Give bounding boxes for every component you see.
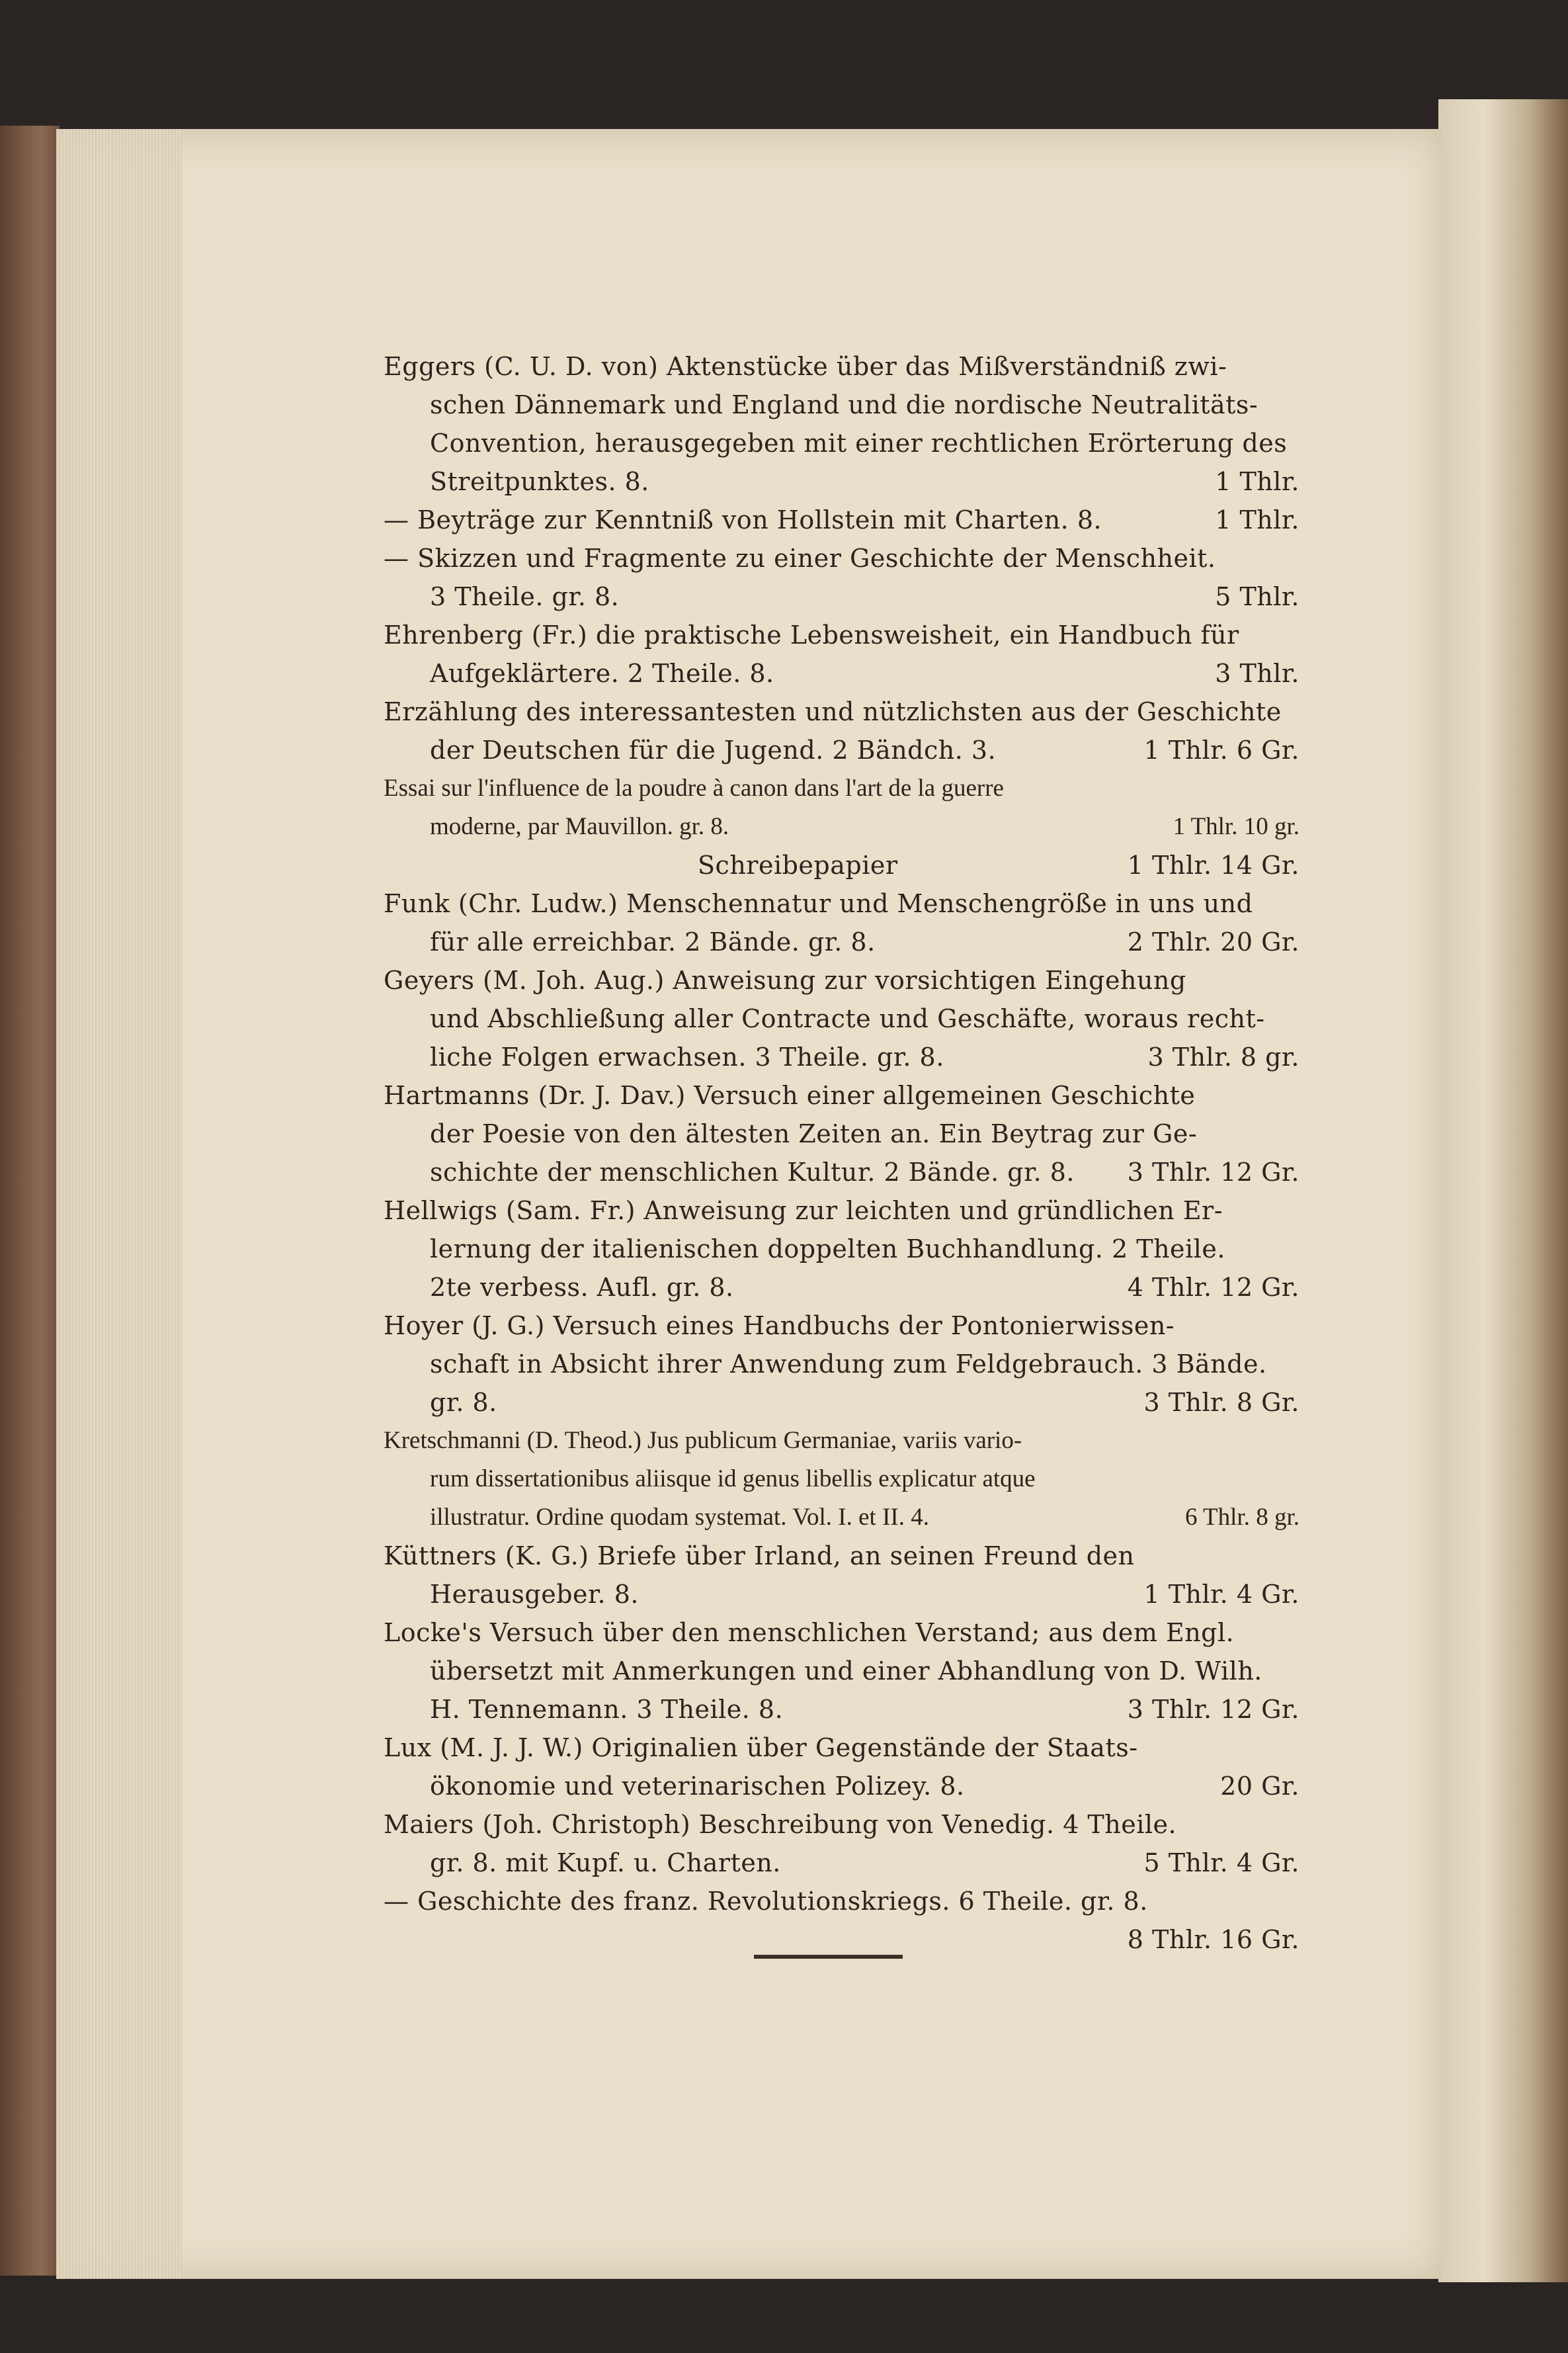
entry-text: — Skizzen und Fragmente zu einer Geschichte der Menschheit. <box>384 544 1216 573</box>
entry-line <box>384 769 1300 808</box>
entry-price: 1 Thlr. 6 Gr. <box>1143 736 1300 765</box>
entry-line <box>384 578 1300 616</box>
entry-line <box>384 693 1300 731</box>
entry-text: Hellwigs (Sam. Fr.) Anweisung zur leichten und gründlichen Er- <box>384 1196 1223 1225</box>
entry-text: Kretschmanni (D. Theod.) Jus publicum Germaniae, variis vario- <box>384 1427 1022 1454</box>
catalog-entry <box>384 846 1300 884</box>
entry-line <box>384 1575 1300 1613</box>
entry-line <box>384 1498 1300 1537</box>
entry-text: Locke's Versuch über den menschlichen Verstand; aus dem Engl. <box>384 1618 1235 1647</box>
entry-line <box>384 1460 1300 1498</box>
entry-line <box>384 1729 1300 1767</box>
entry-text: und Abschließung aller Contracte und Geschäfte, woraus recht- <box>430 1004 1265 1033</box>
entry-text: Essai sur l'influence de la poudre à canon dans l'art de la guerre <box>384 775 1004 802</box>
entry-price: 6 Thlr. 8 gr. <box>1184 1504 1300 1531</box>
entry-line <box>384 1268 1300 1306</box>
entry-line <box>384 1306 1300 1345</box>
entry-line <box>384 1767 1300 1805</box>
catalog-entry <box>384 769 1300 846</box>
entry-text: lernung der italienischen doppelten Buchhandlung. 2 Theile. <box>430 1234 1225 1263</box>
catalog-entry <box>384 347 1300 501</box>
entry-line <box>384 1153 1300 1191</box>
entry-price: 1 Thlr. 10 gr. <box>1173 813 1300 840</box>
entry-line <box>384 1115 1300 1153</box>
book-binding-left <box>0 126 60 2276</box>
entry-price: 20 Gr. <box>1220 1772 1300 1801</box>
entry-text: — Geschichte des franz. Revolutionskriegs. 6 Theile. gr. 8. <box>384 1887 1148 1916</box>
catalog-entry <box>384 693 1300 769</box>
closing-rule <box>754 1955 903 1959</box>
catalog-entry <box>384 1729 1300 1805</box>
entry-text: gr. 8. <box>430 1388 497 1417</box>
entry-line <box>384 1000 1300 1038</box>
entry-line <box>384 808 1300 846</box>
entry-text: Ehrenberg (Fr.) die praktische Lebensweisheit, ein Handbuch für <box>384 620 1239 650</box>
entry-price: 5 Thlr. <box>1215 582 1300 611</box>
entry-price: 3 Thlr. 8 Gr. <box>1143 1388 1300 1417</box>
entry-price: 1 Thlr. 14 Gr. <box>1127 851 1300 880</box>
entry-line <box>384 1383 1300 1422</box>
entry-text: gr. 8. mit Kupf. u. Charten. <box>430 1848 781 1877</box>
entry-price: 1 Thlr. 4 Gr. <box>1143 1580 1300 1609</box>
entry-text: schen Dännemark und England und die nordische Neutralitäts- <box>430 390 1259 419</box>
entry-line <box>384 501 1300 539</box>
entry-line <box>384 1805 1300 1844</box>
entry-line <box>384 386 1300 424</box>
entry-text: Convention, herausgegeben mit einer rechtlichen Erörterung des <box>430 429 1288 458</box>
entry-price: 1 Thlr. <box>1215 505 1300 535</box>
entry-text: liche Folgen erwachsen. 3 Theile. gr. 8. <box>430 1043 944 1072</box>
entry-text: H. Tennemann. 3 Theile. 8. <box>430 1695 784 1724</box>
entry-line <box>384 1537 1300 1575</box>
entry-line <box>384 1076 1300 1115</box>
catalog-entry <box>384 1613 1300 1729</box>
entry-line <box>384 923 1300 961</box>
catalog-entry <box>384 1805 1300 1882</box>
entry-line <box>384 347 1300 386</box>
entry-line <box>384 731 1300 769</box>
entry-text: Küttners (K. G.) Briefe über Irland, an seinen Freund den <box>384 1541 1135 1570</box>
entry-price: 2 Thlr. 20 Gr. <box>1127 927 1300 957</box>
entry-text: ökonomie und veterinarischen Polizey. 8. <box>430 1772 965 1801</box>
entry-text: Lux (M. J. J. W.) Originalien über Gegenstände der Staats- <box>384 1733 1138 1762</box>
entry-line <box>384 462 1300 501</box>
entry-line <box>384 654 1300 693</box>
catalog-entry <box>384 616 1300 693</box>
entry-text: schaft in Absicht ihrer Anwendung zum Feldgebrauch. 3 Bände. <box>430 1349 1267 1379</box>
entry-text: schichte der menschlichen Kultur. 2 Bände. gr. 8. <box>430 1158 1075 1187</box>
entry-price: 1 Thlr. <box>1215 467 1300 496</box>
entry-text: Geyers (M. Joh. Aug.) Anweisung zur vorsichtigen Eingehung <box>384 966 1186 995</box>
entry-line <box>384 1690 1300 1729</box>
catalog-entry <box>384 1422 1300 1537</box>
entry-line <box>384 1652 1300 1690</box>
catalog-entry <box>384 501 1300 539</box>
entry-price: 5 Thlr. 4 Gr. <box>1143 1848 1300 1877</box>
entry-text: Aufgeklärtere. 2 Theile. 8. <box>430 659 774 688</box>
entry-price: 3 Thlr. <box>1215 659 1300 688</box>
entry-text: übersetzt mit Anmerkungen und einer Abhandlung von D. Wilh. <box>430 1656 1262 1686</box>
entry-line <box>384 539 1300 578</box>
entry-text: Streitpunktes. 8. <box>430 467 649 496</box>
entry-text: Erzählung des interessantesten und nützlichsten aus der Geschichte <box>384 697 1282 726</box>
entry-text: 2te verbess. Aufl. gr. 8. <box>430 1273 734 1302</box>
catalog-entry <box>384 1076 1300 1191</box>
entry-line <box>384 884 1300 923</box>
entry-text: Funk (Chr. Ludw.) Menschennatur und Menschengröße in uns und <box>384 889 1253 918</box>
entry-text: illustratur. Ordine quodam systemat. Vol. I. et II. 4. <box>430 1504 929 1531</box>
entry-text: moderne, par Mauvillon. gr. 8. <box>430 813 729 840</box>
book-binding-right <box>1438 99 1568 2282</box>
entry-note: Schreibepapier <box>698 851 898 880</box>
catalog-entry <box>384 539 1300 616</box>
entry-text: — Beyträge zur Kenntniß von Hollstein mit Charten. 8. <box>384 505 1102 535</box>
catalog-entry <box>384 961 1300 1076</box>
entry-text: Maiers (Joh. Christoph) Beschreibung von Venedig. 4 Theile. <box>384 1810 1177 1839</box>
entry-text: der Deutschen für die Jugend. 2 Bändch. 3. <box>430 736 997 765</box>
entry-line <box>384 1844 1300 1882</box>
entry-line <box>384 1191 1300 1230</box>
entry-line <box>384 1920 1300 1959</box>
page-edges <box>56 129 182 2279</box>
entry-line <box>384 1345 1300 1383</box>
entry-line <box>384 1038 1300 1076</box>
catalog-entry <box>384 1882 1300 1920</box>
entry-price: 3 Thlr. 12 Gr. <box>1127 1158 1300 1187</box>
catalog-entry <box>384 884 1300 961</box>
entry-text: Hoyer (J. G.) Versuch eines Handbuchs der Pontonierwissen- <box>384 1311 1175 1340</box>
entry-price: 4 Thlr. 12 Gr. <box>1127 1273 1300 1302</box>
entry-line <box>384 424 1300 462</box>
entry-text: der Poesie von den ältesten Zeiten an. Ein Beytrag zur Ge- <box>430 1119 1198 1148</box>
catalog-entry <box>384 1920 1300 1959</box>
entry-line <box>384 1422 1300 1460</box>
entry-line <box>384 846 1300 884</box>
catalog-entry <box>384 1191 1300 1306</box>
entry-line <box>384 1230 1300 1268</box>
entry-price: 3 Thlr. 12 Gr. <box>1127 1695 1300 1724</box>
catalog-entry <box>384 1306 1300 1422</box>
entry-line <box>384 1613 1300 1652</box>
entry-text: 3 Theile. gr. 8. <box>430 582 620 611</box>
entry-text: rum dissertationibus aliisque id genus libellis explicatur atque <box>430 1465 1036 1492</box>
catalog-entry <box>384 1537 1300 1613</box>
entry-line <box>384 1882 1300 1920</box>
entry-text: für alle erreichbar. 2 Bände. gr. 8. <box>430 927 876 957</box>
entry-price: 3 Thlr. 8 gr. <box>1147 1043 1300 1072</box>
entry-text: Hartmanns (Dr. J. Dav.) Versuch einer allgemeinen Geschichte <box>384 1081 1196 1110</box>
entry-line <box>384 961 1300 1000</box>
catalog-text-block <box>384 347 1300 1959</box>
entry-line <box>384 616 1300 654</box>
entry-text: Eggers (C. U. D. von) Aktenstücke über das Mißverständniß zwi- <box>384 352 1227 381</box>
entry-text: Herausgeber. 8. <box>430 1580 639 1609</box>
entry-price: 8 Thlr. 16 Gr. <box>1127 1925 1300 1954</box>
